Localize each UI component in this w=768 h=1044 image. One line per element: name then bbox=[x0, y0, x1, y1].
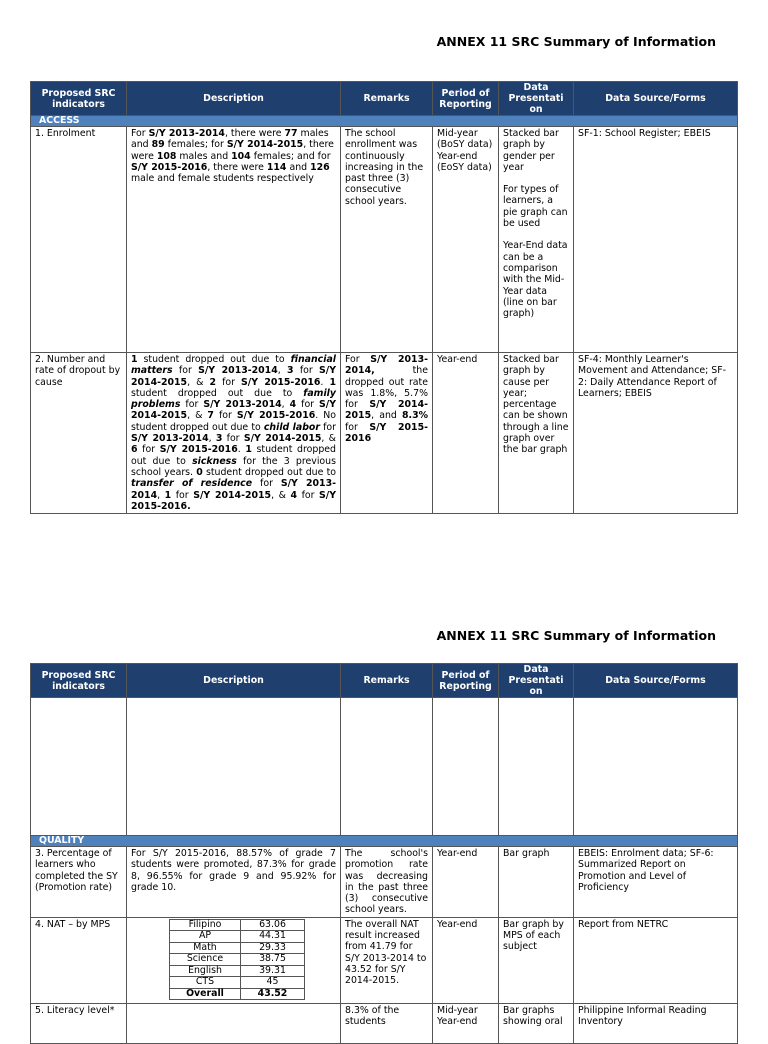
table-row-literacy bbox=[31, 1003, 738, 1043]
period-cell: Year-end bbox=[433, 847, 499, 918]
header-presentation: Data Presentati on bbox=[499, 82, 574, 116]
nat-mps-value: 63.06 bbox=[241, 919, 305, 931]
table-row-promotion bbox=[31, 847, 738, 918]
annex-title: ANNEX 11 SRC Summary of Information bbox=[436, 628, 716, 643]
nat-score-row bbox=[170, 977, 305, 989]
nat-score-row bbox=[170, 919, 305, 931]
header-remarks: Remarks bbox=[341, 82, 433, 116]
nat-subject: CTS bbox=[170, 977, 241, 989]
indicator-cell: 1. Enrolment bbox=[31, 127, 127, 353]
header-source: Data Source/Forms bbox=[574, 82, 738, 116]
header-indicators: Proposed SRC indicators bbox=[31, 664, 127, 698]
empty-cell bbox=[499, 698, 574, 836]
presentation-cell: Bar graphs showing oral bbox=[499, 1003, 574, 1043]
header-description: Description bbox=[127, 82, 341, 116]
nat-subject: Math bbox=[170, 942, 241, 954]
nat-overall-value: 43.52 bbox=[241, 988, 305, 1000]
presentation-note: For types of learners, a pie graph can be used bbox=[503, 184, 568, 230]
remarks-cell: For S/Y 2013-2014, the dropped out rate was 1.8%, 5.7% for S/Y 2014-2015, and 8.3% for S/Y 2015-2016 bbox=[341, 353, 433, 514]
empty-cell bbox=[31, 698, 127, 836]
src-summary-table bbox=[30, 663, 738, 1044]
indicator-cell: 3. Percentage of learners who completed the SY (Promotion rate) bbox=[31, 847, 127, 918]
presentation-note: Stacked bar graph by gender per year bbox=[503, 128, 559, 173]
source-cell: SF-1: School Register; EBEIS bbox=[574, 127, 738, 353]
description-cell: 1 student dropped out due to financial matters for S/Y 2013-2014, 3 for S/Y 2014-2015, & 2 for S/Y 2015-2016. 1 student dropped out due to family problems for S/Y 2013-2014, 4 for S/Y 2014-2015, & 7 for S/Y 2015-2016. No student dropped out due to child labor for S/Y 2013-2014, 3 for S/Y 2014-2015, & 6 for S/Y 2015-2016. 1 student dropped out due to sickness for the 3 previous school years. 0 student dropped out due to transfer of residence for S/Y 2013-2014, 1 for S/Y 2014-2015, & 4 for S/Y 2015-2016. bbox=[127, 353, 341, 514]
table-row-enrolment bbox=[31, 127, 738, 353]
period-cell: Mid-year Year-end bbox=[433, 1003, 499, 1043]
header-indicators: Proposed SRC indicators bbox=[31, 82, 127, 116]
remarks-cell: 8.3% of the students bbox=[341, 1003, 433, 1043]
source-cell: EBEIS: Enrolment data; SF-6: Summarized Report on Promotion and Level of Proficiency bbox=[574, 847, 738, 918]
nat-overall-row bbox=[170, 988, 305, 1000]
nat-mps-value: 44.31 bbox=[241, 931, 305, 943]
table-row-dropout bbox=[31, 353, 738, 514]
header-period: Period of Reporting bbox=[433, 82, 499, 116]
nat-mps-value: 29.33 bbox=[241, 942, 305, 954]
description-cell bbox=[127, 1003, 341, 1043]
indicator-cell: 4. NAT – by MPS bbox=[31, 917, 127, 1003]
nat-mps-value: 45 bbox=[241, 977, 305, 989]
remarks-cell: The school's promotion rate was decreasing in the past three (3) consecutive school years. bbox=[341, 847, 433, 918]
nat-subject: Filipino bbox=[170, 919, 241, 931]
indicator-cell: 5. Literacy level* bbox=[31, 1003, 127, 1043]
section-label: QUALITY bbox=[31, 836, 738, 847]
table-header-row bbox=[31, 82, 738, 116]
source-cell: SF-4: Monthly Learner's Movement and Attendance; SF-2: Daily Attendance Report of Learners; EBEIS bbox=[574, 353, 738, 514]
period-cell: Year-end bbox=[433, 353, 499, 514]
header-presentation: Data Presentati on bbox=[499, 664, 574, 698]
src-summary-table bbox=[30, 81, 738, 514]
header-period: Period of Reporting bbox=[433, 664, 499, 698]
nat-mps-value: 38.75 bbox=[241, 954, 305, 966]
remarks-cell: The overall NAT result increased from 41.79 for S/Y 2013-2014 to 43.52 for S/Y 2014-2015. bbox=[341, 917, 433, 1003]
table-header-row bbox=[31, 664, 738, 698]
description-cell bbox=[127, 917, 341, 1003]
period-cell: Mid-year (BoSY data) Year-end (EoSY data) bbox=[433, 127, 499, 353]
nat-subject: English bbox=[170, 965, 241, 977]
nat-score-row bbox=[170, 931, 305, 943]
presentation-cell: Bar graph by MPS of each subject bbox=[499, 917, 574, 1003]
nat-score-row bbox=[170, 965, 305, 977]
nat-score-row bbox=[170, 954, 305, 966]
presentation-note: Year-End data can be a comparison with the Mid-Year data (line on bar graph) bbox=[503, 240, 568, 320]
section-row-quality bbox=[31, 836, 738, 847]
empty-cell bbox=[127, 698, 341, 836]
nat-score-row bbox=[170, 942, 305, 954]
nat-mps-value: 39.31 bbox=[241, 965, 305, 977]
header-source: Data Source/Forms bbox=[574, 664, 738, 698]
nat-mps-table bbox=[169, 919, 305, 1001]
empty-cell bbox=[341, 698, 433, 836]
source-cell: Philippine Informal Reading Inventory bbox=[574, 1003, 738, 1043]
description-cell: For S/Y 2015-2016, 88.57% of grade 7 students were promoted, 87.3% for grade 8, 96.55% for grade 9 and 95.92% for grade 10. bbox=[127, 847, 341, 918]
indicator-cell: 2. Number and rate of dropout by cause bbox=[31, 353, 127, 514]
empty-row bbox=[31, 698, 738, 836]
empty-cell bbox=[433, 698, 499, 836]
header-remarks: Remarks bbox=[341, 664, 433, 698]
nat-subject: Science bbox=[170, 954, 241, 966]
annex-title: ANNEX 11 SRC Summary of Information bbox=[436, 34, 716, 49]
presentation-cell bbox=[499, 127, 574, 353]
nat-overall-label: Overall bbox=[170, 988, 241, 1000]
presentation-cell: Bar graph bbox=[499, 847, 574, 918]
description-cell: For S/Y 2013-2014, there were 77 males and 89 females; for S/Y 2014-2015, there were 108 males and 104 females; and for S/Y 2015-2016, there were 114 and 126 male and female students respectively bbox=[127, 127, 341, 353]
nat-subject: AP bbox=[170, 931, 241, 943]
section-label: ACCESS bbox=[31, 116, 738, 127]
empty-cell bbox=[574, 698, 738, 836]
period-cell: Year-end bbox=[433, 917, 499, 1003]
remarks-cell: The school enrollment was continuously increasing in the past three (3) consecutive school years. bbox=[341, 127, 433, 353]
table-row-nat bbox=[31, 917, 738, 1003]
source-cell: Report from NETRC bbox=[574, 917, 738, 1003]
section-row-access bbox=[31, 116, 738, 127]
presentation-cell: Stacked bar graph by cause per year; percentage can be shown through a line graph over the bar graph bbox=[499, 353, 574, 514]
header-description: Description bbox=[127, 664, 341, 698]
